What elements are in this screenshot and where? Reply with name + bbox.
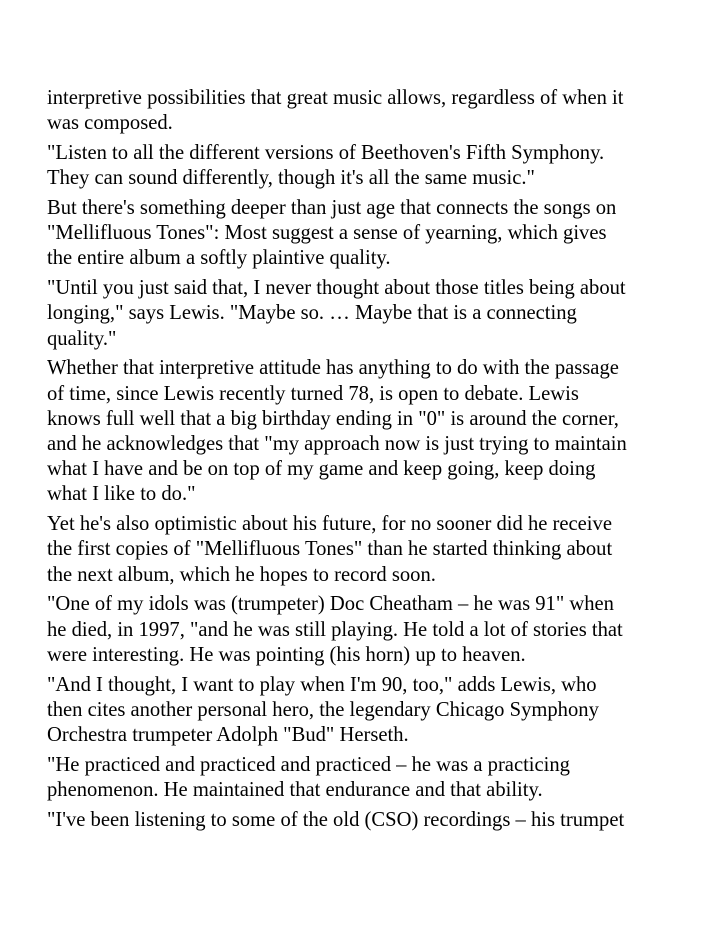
paragraph (47, 276, 687, 352)
text-line: the first copies of "Mellifluous Tones" than he started thinking about (47, 538, 613, 561)
text-line: the next album, which he hopes to record soon. (47, 563, 436, 586)
text-line: of time, since Lewis recently turned 78, is open to debate. Lewis (47, 382, 579, 405)
text-line: But there's something deeper than just age that connects the songs on (47, 197, 617, 219)
text-line: phenomenon. He maintained that endurance and that ability. (47, 779, 543, 802)
paragraph (47, 512, 687, 588)
text-line: They can sound differently, though it's all the same music." (47, 167, 535, 190)
text-line: were interesting. He was pointing (his horn) up to heaven. (47, 643, 526, 666)
text-line: Yet he's also optimistic about his future, for no sooner did he receive (47, 513, 612, 536)
paragraph (47, 356, 687, 507)
text-line: "I've been listening to some of the old (CSO) recordings – his trumpet (47, 808, 625, 831)
text-line: "Listen to all the different versions of Beethoven's Fifth Symphony. (47, 142, 605, 164)
paragraph (47, 808, 687, 833)
paragraph (47, 141, 687, 191)
text-line: Orchestra trumpeter Adolph "Bud" Herseth. (47, 724, 409, 747)
text-line: the entire album a softly plaintive quality. (47, 247, 391, 270)
text-line: interpretive possibilities that great music allows, regardless of when it (47, 87, 624, 109)
paragraph (47, 753, 687, 803)
text-line: "One of my idols was (trumpeter) Doc Cheatham – he was 91" when (47, 593, 614, 616)
text-line: then cites another personal hero, the legendary Chicago Symphony (47, 698, 599, 721)
text-line: "He practiced and practiced and practiced – he was a practicing (47, 753, 570, 776)
paragraph (47, 86, 687, 136)
text-line: "And I thought, I want to play when I'm 90, too," adds Lewis, who (47, 673, 597, 696)
text-line: and he acknowledges that "my approach now is just trying to maintain (47, 433, 627, 456)
text-line: knows full well that a big birthday ending in "0" is around the corner, (47, 407, 619, 430)
paragraph (47, 673, 687, 749)
paragraph (47, 196, 687, 272)
text-line: he died, in 1997, "and he was still playing. He told a lot of stories that (47, 618, 623, 641)
text-line: quality." (47, 327, 117, 350)
paragraph (47, 592, 687, 668)
text-line: "Until you just said that, I never thought about those titles being about (47, 277, 626, 300)
text-line: what I like to do." (47, 483, 196, 506)
text-line: longing," says Lewis. "Maybe so. … Maybe that is a connecting (47, 302, 577, 325)
text-line: Whether that interpretive attitude has anything to do with the passage (47, 357, 619, 380)
document-page (47, 86, 687, 838)
text-line: what I have and be on top of my game and keep going, keep doing (47, 458, 596, 481)
text-line: was composed. (47, 112, 173, 135)
text-line: "Mellifluous Tones": Most suggest a sense of yearning, which gives (47, 222, 607, 245)
